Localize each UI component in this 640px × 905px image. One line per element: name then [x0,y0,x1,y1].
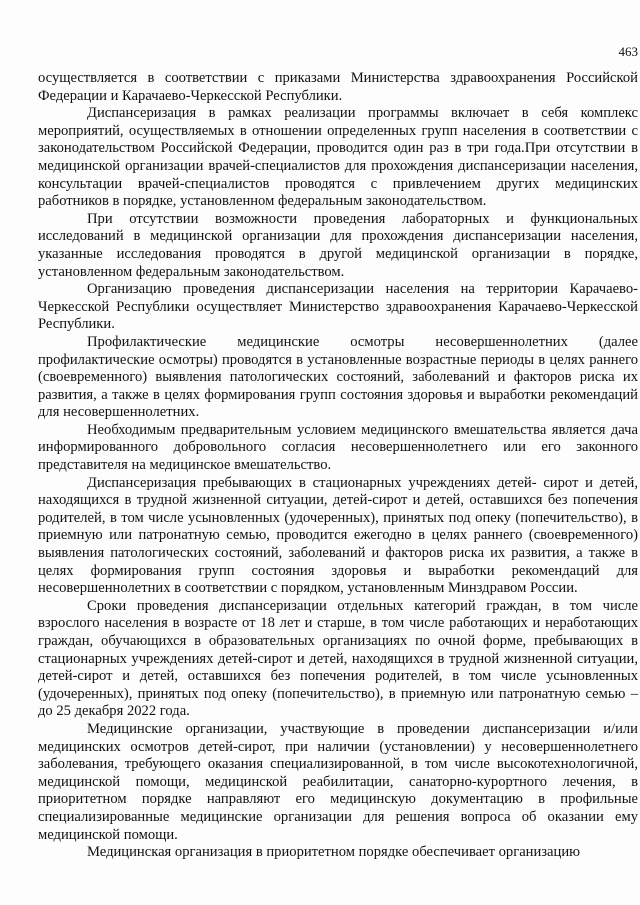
paragraph: Профилактические медицинские осмотры несовершеннолетних (далее профилактические осмотры) проводятся в установленные возрастные периоды в целях раннего (своевременного) выявления патологических состояний, заболеваний и факторов риска их развития, а также в целях формирования групп состояния здоровья и выработки рекомендаций для несовершеннолетних. [38,333,638,421]
page-number: 463 [618,44,638,59]
paragraph: Сроки проведения диспансеризации отдельных категорий граждан, в том числе взрослого населения в возрасте от 18 лет и старше, в том числе работающих и неработающих граждан, обучающихся в образовательных организациях по очной форме, пребывающих в стационарных учреждениях детей-сирот и детей, находящихся в трудной жизненной ситуации, детей-сирот и детей, оставшихся без попечения родителей, в том числе усыновленных (удочеренных), принятых под опеку (попечительство), в приемную или патронатную семью – до 25 декабря 2022 года. [38,597,638,720]
paragraph: При отсутствии возможности проведения лабораторных и функциональных исследований в медицинской организации для прохождения диспансеризации населения, указанные исследования проводятся в другой медицинской организации в порядке, установленном федеральным законодательством. [38,210,638,280]
paragraph: Диспансеризация пребывающих в стационарных учреждениях детей- сирот и детей, находящихся в трудной жизненной ситуации, детей-сирот и детей, оставшихся без попечения родителей, в том числе усыновленных (удочеренных), принятых под опеку (попечительство), в приемную или патронатную семью, проводится ежегодно в целях раннего (своевременного) выявления патологических состояний, заболеваний и факторов риска их развития, а также в целях формирования групп состояния здоровья и выработки рекомендаций для несовершеннолетних в соответствии с порядком, установленным Минздравом России. [38,474,638,597]
paragraph: Диспансеризация в рамках реализации программы включает в себя комплекс мероприятий, осуществляемых в отношении определенных групп населения в соответствии с законодательством Российской Федерации, проводится один раз в три года.При отсутствии в медицинской организации врачей-специалистов для прохождения диспансеризации населения, консультации врачей-специалистов проводятся с привлечением других медицинских работников в порядке, установленном федеральным законодательством. [38,105,638,210]
paragraph: Организацию проведения диспансеризации населения на территории Карачаево-Черкесской Республики осуществляет Министерство здравоохранения Карачаево-Черкесской Республики. [38,281,638,333]
document-body [38,70,638,862]
paragraph: Медицинская организация в приоритетном порядке обеспечивает организацию [87,844,581,861]
paragraph: Медицинские организации, участвующие в проведении диспансеризации и/или медицинских осмотров детей-сирот, при наличии (установлении) у несовершеннолетнего заболевания, требующего оказания специализированной, в том числе высокотехнологичной, медицинской помощи, медицинской реабилитации, санаторно-курортного лечения, в приоритетном порядке направляют его медицинскую документацию в профильные специализированные медицинские организации для решения вопроса об оказании ему медицинской помощи. [38,720,638,843]
paragraph: осуществляется в соответствии с приказами Министерства здравоохранения Российской Федерации и Карачаево-Черкесской Республики. [38,70,638,104]
paragraph: Необходимым предварительным условием медицинского вмешательства является дача информированного добровольного согласия несовершеннолетнего или его законного представителя на медицинское вмешательство. [38,421,638,474]
